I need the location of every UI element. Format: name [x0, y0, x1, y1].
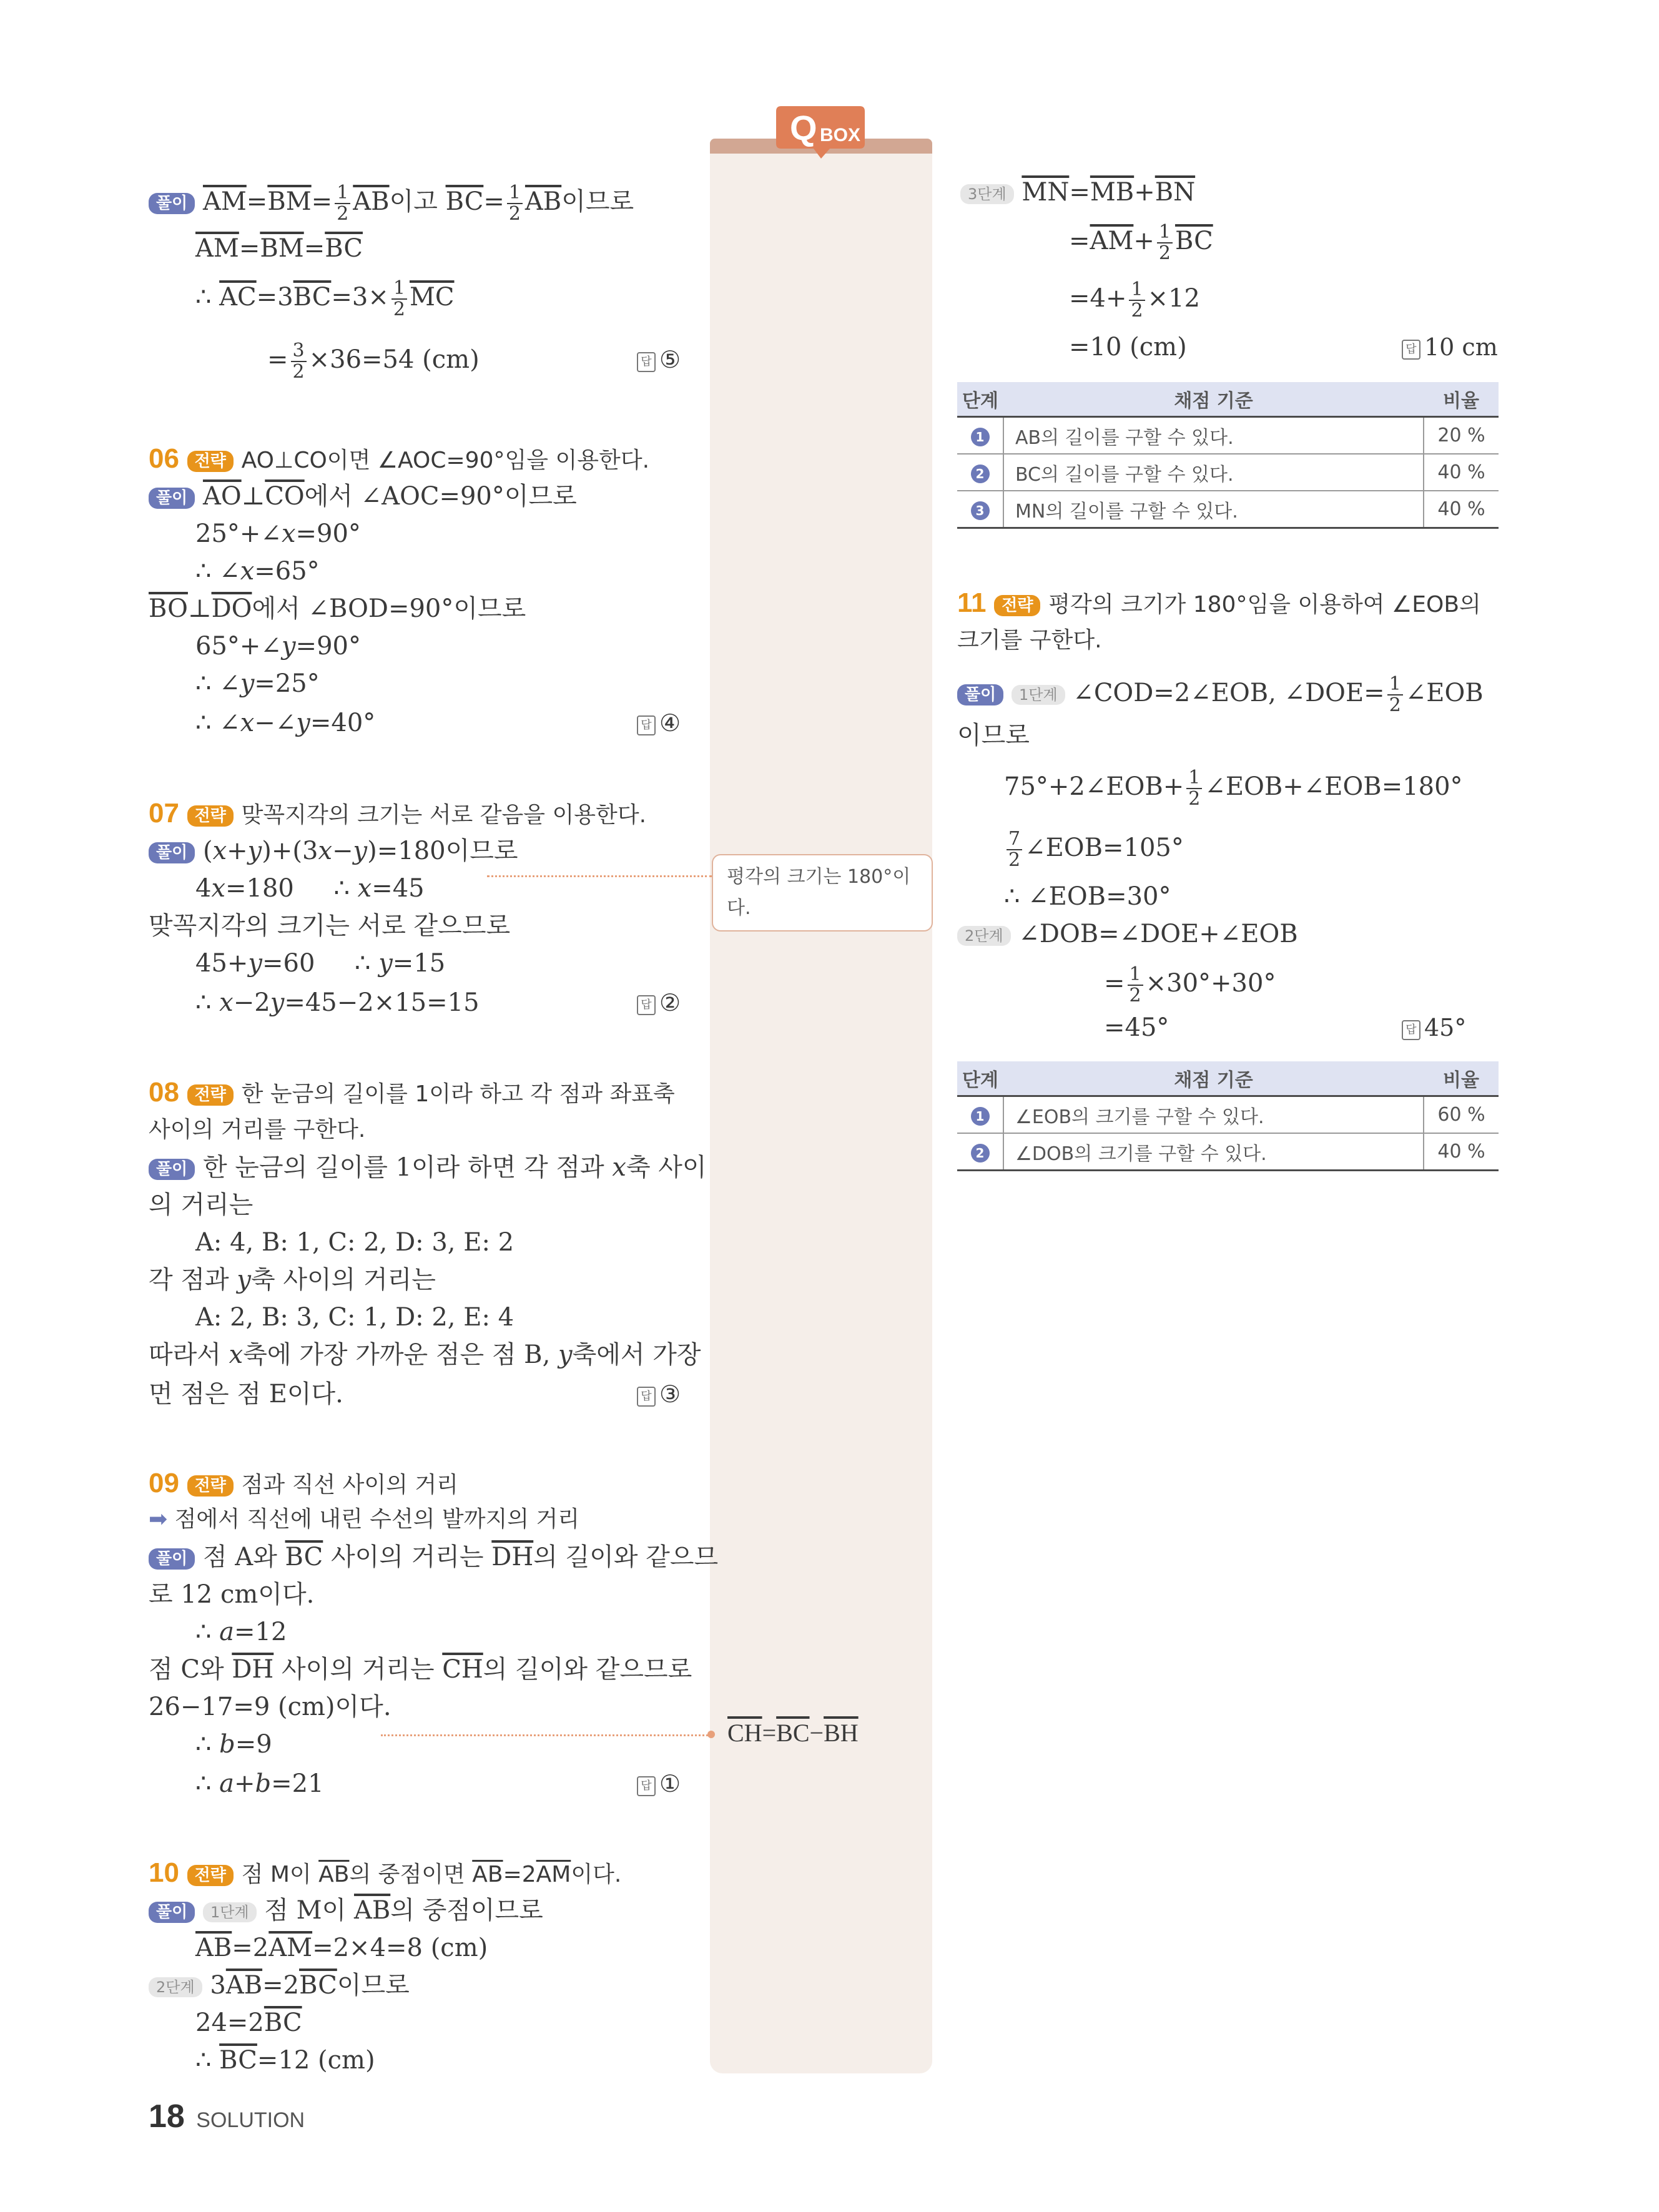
p07-line5: ∴ x−2y=45−2×15=15: [195, 988, 480, 1017]
p11-line4: $\frac{7}{2}$ ∠EOB=105°: [1004, 829, 1184, 870]
qbox-column: [710, 142, 932, 2073]
p08-line2: 의 거리는: [149, 1191, 254, 1219]
p08-line5: 먼 점은 점 E이다.: [149, 1380, 343, 1408]
p10-r-line1: 3단계 $\overline{MN}=\overline{MB}+\overline{BN}$: [960, 175, 1195, 210]
p11-line5: ∴ ∠EOB=30°: [1004, 882, 1171, 911]
p11-line2: 이므로: [957, 721, 1030, 750]
p07-line2: 4x=180 ∴ x=45: [195, 874, 425, 903]
p11-line7: = $\frac{1}{2}$ ×30°+30°: [1104, 963, 1276, 1006]
p10-answer: 답 10 cm: [1402, 330, 1498, 365]
p09-strategy-line: 09 전략 점과 직선 사이의 거리: [149, 1468, 458, 1498]
p05-line2: $\overline{AM}=\overline{BM}=\overline{BC}$: [195, 234, 363, 263]
page-footer: [149, 2098, 305, 2135]
p07-strategy-line: 07 전략 맞꼭지각의 크기는 서로 같음을 이용한다.: [149, 798, 647, 828]
p10-line1: 풀이 1단계 점 M이 $\overline{AB}$의 중점이므로: [149, 1893, 543, 1928]
p06-answer: 답 ④: [637, 705, 681, 740]
p07-line3: 맞꼭지각의 크기는 서로 같으므로: [149, 912, 511, 940]
qbox-logo: [770, 105, 871, 162]
answer-icon: 답: [637, 352, 656, 372]
p11-strategy-cont: 크기를 구한다.: [957, 627, 1102, 653]
p06-number: 06: [149, 443, 179, 474]
step2-tag: 2단계: [149, 1977, 202, 1997]
p11-strategy-line: 11 전략 평각의 크기가 180°임을 이용하여 ∠EOB의: [957, 587, 1481, 618]
p08-strategy-cont: 사이의 거리를 구한다.: [149, 1117, 366, 1143]
p09-strategy: 점과 직선 사이의 거리: [241, 1472, 458, 1498]
p08-strategy-line: 08 전략 한 눈금의 길이를 1이라 하고 각 점과 좌표축: [149, 1077, 675, 1108]
table-row: 1 AB의 길이를 구할 수 있다. 20 %: [957, 417, 1499, 455]
table-row: 1 ∠EOB의 크기를 구할 수 있다. 60 %: [957, 1096, 1499, 1134]
p06-line5: 65°+∠y=90°: [195, 632, 361, 661]
p10-grading-table: 단계 채점 기준 비율 1 AB의 길이를 구할 수 있다. 20 % 2 BC의 길이를 구할 수 있다. 40 % 3 MN의 길이를 구할 수 있다. 40 %: [957, 382, 1499, 529]
page-label: SOLUTION: [196, 2108, 305, 2132]
p05-line3: ∴ $\overline{AC}=3\overline{BC}=3\times$ $\frac{1}{2}$ $\overline{MC}$: [195, 277, 455, 320]
p06-line3: ∴ ∠x=65°: [195, 557, 320, 586]
p07-answer: 답 ②: [637, 985, 681, 1020]
p09-line3: ∴ a=12: [195, 1618, 287, 1646]
p11-answer: 답 45°: [1402, 1010, 1466, 1045]
p10-line5: ∴ $\overline{BC}=12$ (cm): [195, 2046, 375, 2075]
p10-line3: 2단계 $3\overline{AB}=2\overline{BC}$이므로: [149, 1968, 410, 2003]
p08-line1: 풀이 한 눈금의 길이를 1이라 하면 각 점과 x축 사이: [149, 1150, 707, 1185]
p06-line7: ∴ ∠x−∠y=40°: [195, 709, 376, 737]
p05-answer: 답 ⑤: [637, 342, 681, 377]
p05-line1: 풀이 $\overline{AM}=\overline{BM}=$ $\frac{1}{2}$ $\overline{AB}$이고 $\overline{BC}=$ $\frac{1}{2}$ $\overline{AB}$이므로: [149, 183, 634, 224]
step3-tag: 3단계: [960, 184, 1014, 204]
p08-y-distances: A: 2, B: 3, C: 1, D: 2, E: 4: [195, 1303, 514, 1332]
qbox-q: Q: [790, 108, 817, 147]
qbox-box: BOX: [820, 125, 861, 145]
strategy-tag: 전략: [187, 451, 234, 472]
table-row: 2 BC의 길이를 구할 수 있다. 40 %: [957, 454, 1499, 491]
p09-line7: ∴ a+b=21: [195, 1769, 324, 1798]
note2-connector: [381, 1734, 712, 1736]
p07-strategy: 맞꼭지각의 크기는 서로 같음을 이용한다.: [241, 802, 647, 828]
arrow-right-icon: ➡: [149, 1507, 168, 1532]
p10-line4: $24=2\overline{BC}$: [195, 2008, 302, 2037]
p11-number: 11: [957, 587, 987, 618]
p06-strategy: AO⊥CO이면 ∠AOC=90°임을 이용한다.: [241, 448, 650, 473]
p09-line1: 풀이 점 A와 $\overline{BC}$ 사이의 거리는 $\overline{DH}$의 길이와 같으므: [149, 1540, 718, 1575]
p10-line2: $\overline{AB}=2\overline{AM}=2\times 4=8$ (cm): [195, 1934, 488, 1962]
p08-line4: 따라서 x축에 가장 가까운 점은 점 B, y축에서 가장: [149, 1340, 701, 1369]
note1-connector: [487, 875, 712, 877]
p07-line1: 풀이 (x+y)+(3x−y)=180이므로: [149, 833, 518, 868]
p11-grading-table: 단계 채점 기준 비율 1 ∠EOB의 크기를 구할 수 있다. 60 % 2 ∠DOB의 크기를 구할 수 있다. 40 %: [957, 1061, 1499, 1171]
p06-line6: ∴ ∠y=25°: [195, 669, 320, 698]
p09-line4: 점 C와 $\overline{DH}$ 사이의 거리는 $\overline{CH}$의 길이와 같으므로: [149, 1655, 692, 1684]
p06-strategy-line: [149, 441, 649, 478]
p10-r-line2: $=\overline{AM}+$ $\frac{1}{2}$ $\overline{BC}$: [1069, 221, 1213, 264]
p07-number: 07: [149, 798, 179, 828]
p11-line1: 풀이 1단계 ∠COD=2∠EOB, ∠DOE= $\frac{1}{2}$ ∠EOB: [957, 674, 1484, 715]
step1-tag: 1단계: [203, 1902, 257, 1922]
p08-number: 08: [149, 1077, 179, 1108]
p09-strategy2-line: ➡ 점에서 직선에 내린 수선의 발까지의 거리: [149, 1507, 580, 1532]
qbox-note-ch: $\overline{CH}=\overline{BC}-\overline{BH}$: [727, 1719, 859, 1747]
p05-line4: = $\frac{3}{2}$ ×36=54 (cm): [267, 340, 480, 383]
p06-line4: $\overline{BO}\perp\overline{DO}$에서 ∠BOD=90°이므로: [149, 594, 526, 623]
p10-r-line4: =10 (cm): [1069, 333, 1187, 361]
p08-line3: 각 점과 y축 사이의 거리는: [149, 1266, 436, 1294]
qbox-note-flat-angle: 평각의 크기는 180°이다.: [712, 854, 933, 931]
p06-line1: 풀이 $\overline{AO}\perp\overline{CO}$에서 ∠AOC=90°이므로: [149, 479, 577, 514]
p09-line2: 로 12 cm이다.: [149, 1580, 315, 1609]
p10-strategy-line: 10 전략 점 M이 $\overline{AB}$의 중점이면 $\overline{AB}=2\overline{AM}$이다.: [149, 1857, 622, 1888]
solution-tag: 풀이: [149, 193, 195, 214]
p08-x-distances: A: 4, B: 1, C: 2, D: 3, E: 2: [195, 1228, 514, 1257]
p09-line5: 26−17=9 (cm)이다.: [149, 1693, 391, 1721]
p11-line6: 2단계 ∠DOB=∠DOE+∠EOB: [957, 917, 1298, 951]
p09-number: 09: [149, 1468, 179, 1498]
table-row: 3 MN의 길이를 구할 수 있다. 40 %: [957, 491, 1499, 528]
p11-line3: 75°+2∠EOB+ $\frac{1}{2}$ ∠EOB+∠EOB=180°: [1004, 767, 1463, 810]
p10-r-line3: =4+ $\frac{1}{2}$ ×12: [1069, 278, 1200, 322]
p08-answer: 답 ③: [637, 1377, 681, 1412]
p09-line6: ∴ b=9: [195, 1730, 272, 1759]
p11-line8: =45°: [1104, 1013, 1169, 1042]
page-number: 18: [149, 2098, 185, 2135]
table-row: 2 ∠DOB의 크기를 구할 수 있다. 40 %: [957, 1133, 1499, 1171]
p10-number: 10: [149, 1857, 179, 1888]
note2-dot: [707, 1731, 715, 1738]
p07-line4: 45+y=60 ∴ y=15: [195, 949, 446, 978]
p06-line2: 25°+∠x=90°: [195, 519, 361, 548]
p09-answer: 답 ①: [637, 1766, 681, 1801]
